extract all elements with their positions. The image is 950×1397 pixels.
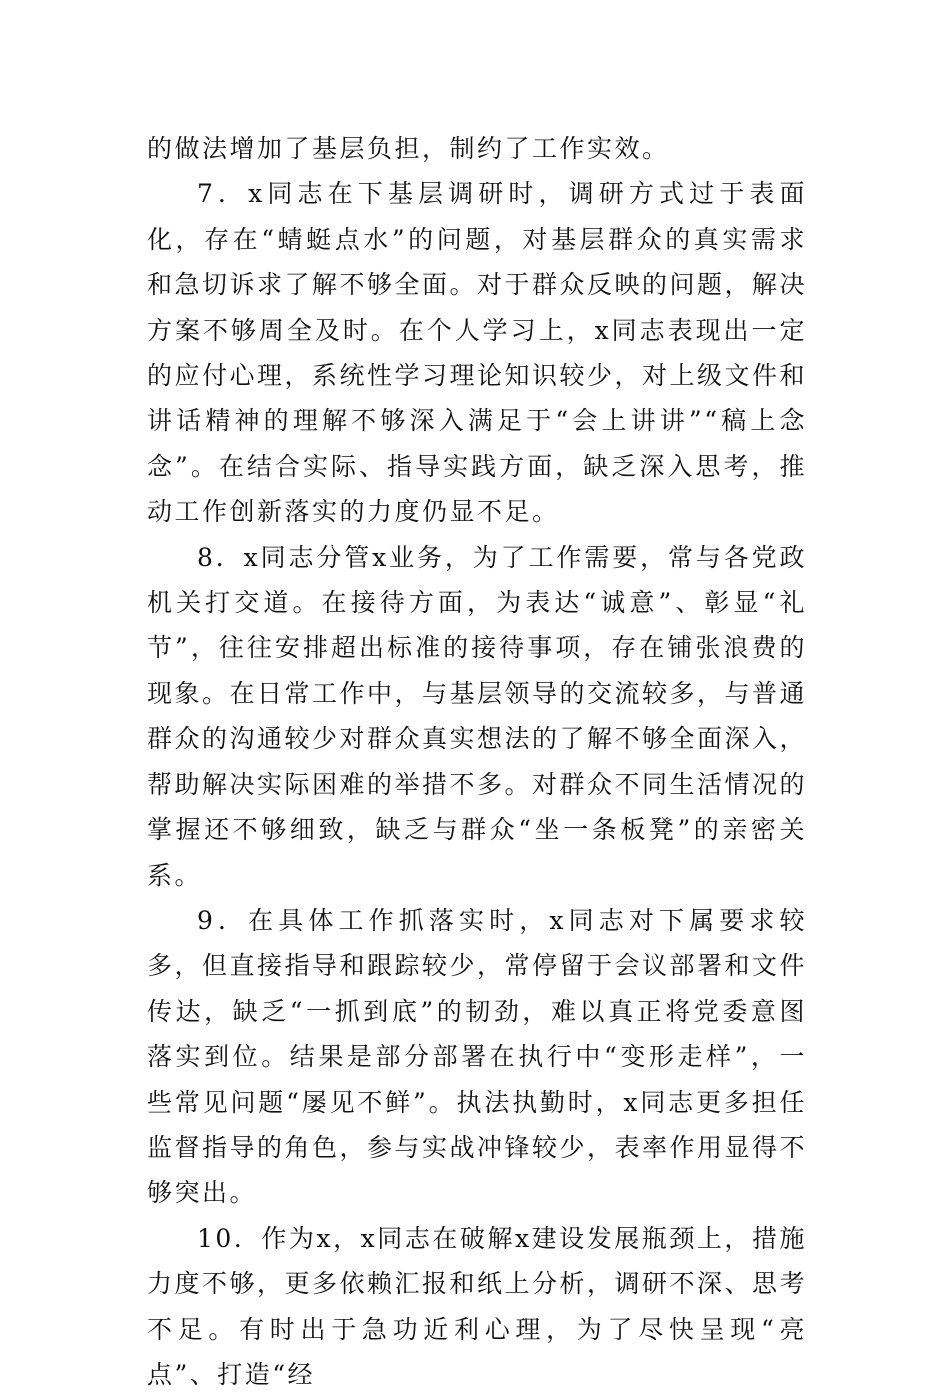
- paragraph-item-7: 7．x同志在下基层调研时，调研方式过于表面化，存在“蜻蜓点水”的问题，对基层群众的真实需求和急切诉求了解不够全面。对于群众反映的问题，解决方案不够周全及时。在个人学习上，x同志表现出一定的应付心理，系统性学习理论知识较少，对上级文件和讲话精神的理解不够深入满足于“会上讲讲”“稿上念念”。在结合实际、指导实践方面，缺乏深入思考，推动工作创新落实的力度仍显不足。: [147, 179, 808, 527]
- paragraph-item-9: 9．在具体工作抓落实时，x同志对下属要求较多，但直接指导和跟踪较少，常停留于会议部署和文件传达，缺乏“一抓到底”的韧劲，难以真正将党委意图落实到位。结果是部分部署在执行中“变形走样”，一些常见问题“屡见不鲜”。执法执勤时，x同志更多担任监督指导的角色，参与实战冲锋较少，表率作用显得不够突出。: [147, 905, 808, 1208]
- paragraph-continuation: 的做法增加了基层负担，制约了工作实效。: [147, 134, 670, 163]
- document-body: [147, 126, 807, 1397]
- paragraph-item-8: 8．x同志分管x业务，为了工作需要，常与各党政机关打交道。在接待方面，为表达“诚意”、彰显“礼节”，往往安排超出标准的接待事项，存在铺张浪费的现象。在日常工作中，与基层领导的交流较多，与普通群众的沟通较少对群众真实想法的了解不够全面深入，帮助解决实际困难的举措不多。对群众不同生活情况的掌握还不够细致，缺乏与群众“坐一条板凳”的亲密关系。: [147, 542, 808, 890]
- paragraph-item-10: 10．作为x，x同志在破解x建设发展瓶颈上，措施力度不够，更多依赖汇报和纸上分析，调研不深、思考不足。有时出于急功近利心理，为了尽快呈现“亮点”、打造“经: [147, 1223, 808, 1389]
